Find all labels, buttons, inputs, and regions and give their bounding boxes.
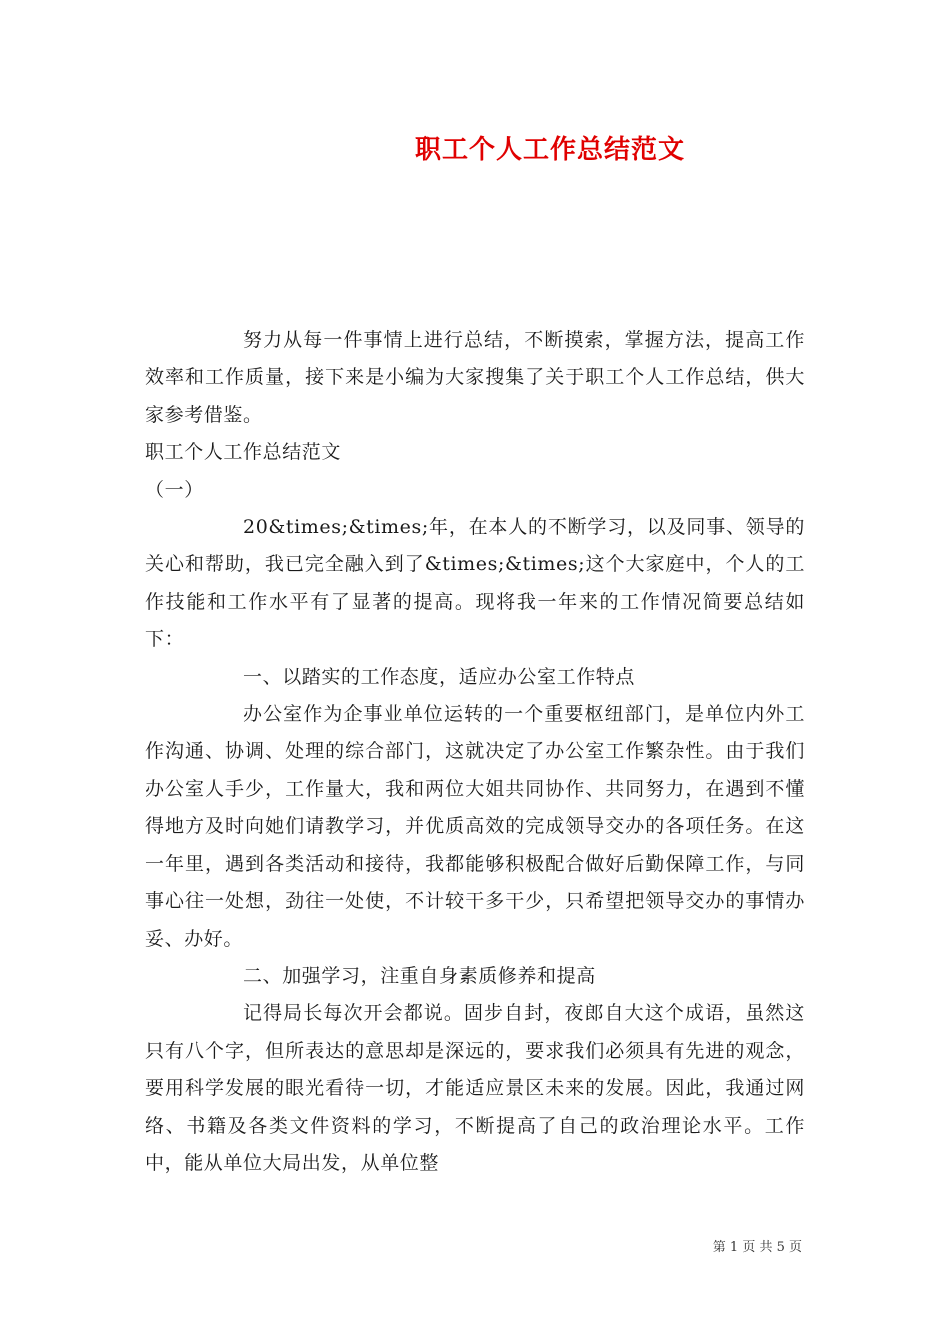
section-body-two: 记得局长每次开会都说。固步自封，夜郎自大这个成语，虽然这只有八个字，但所表达的意思却是深远的，要求我们必须具有先进的观念，要用科学发展的眼光看待一切，才能适应景区未来的发展。因此，我通过网络、书籍及各类文件资料的学习，不断提高了自己的政治理论水平。工作中，能从单位大局出发，从单位整 — [145, 1002, 805, 1174]
part-one-marker: （一） — [145, 478, 204, 501]
opening-paragraph: 20&times;&times;年，在本人的不断学习，以及同事、领导的关心和帮助，我已完全融入到了&times;&times;这个大家庭中，个人的工作技能和工作水平有了显著的提高。现将我一年来的工作情况简要总结如下： — [145, 516, 805, 651]
section-heading-one: 一、以踏实的工作态度，适应办公室工作特点 — [243, 665, 636, 688]
subtitle-line: 职工个人工作总结范文 — [145, 441, 342, 464]
section-body-one: 办公室作为企事业单位运转的一个重要枢纽部门，是单位内外工作沟通、协调、处理的综合部门，这就决定了办公室工作繁杂性。由于我们办公室人手少，工作量大，我和两位大姐共同协作、共同努力，在遇到不懂得地方及时向她们请教学习，并优质高效的完成领导交办的各项任务。在这一年里，遇到各类活动和接待，我都能够积极配合做好后勤保障工作，与同事心往一处想，劲往一处使，不计较干多干少，只希望把领导交办的事情办妥、办好。 — [145, 703, 805, 950]
document-body — [145, 322, 805, 1182]
page-number-footer: 第 1 页 共 5 页 — [712, 1240, 802, 1255]
document-title: 职工个人工作总结范文 — [414, 135, 685, 165]
intro-paragraph: 努力从每一件事情上进行总结，不断摸索，掌握方法，提高工作效率和工作质量，接下来是小编为大家搜集了关于职工个人工作总结，供大家参考借鉴。 — [145, 329, 805, 426]
section-heading-two: 二、加强学习，注重自身素质修养和提高 — [243, 964, 596, 987]
